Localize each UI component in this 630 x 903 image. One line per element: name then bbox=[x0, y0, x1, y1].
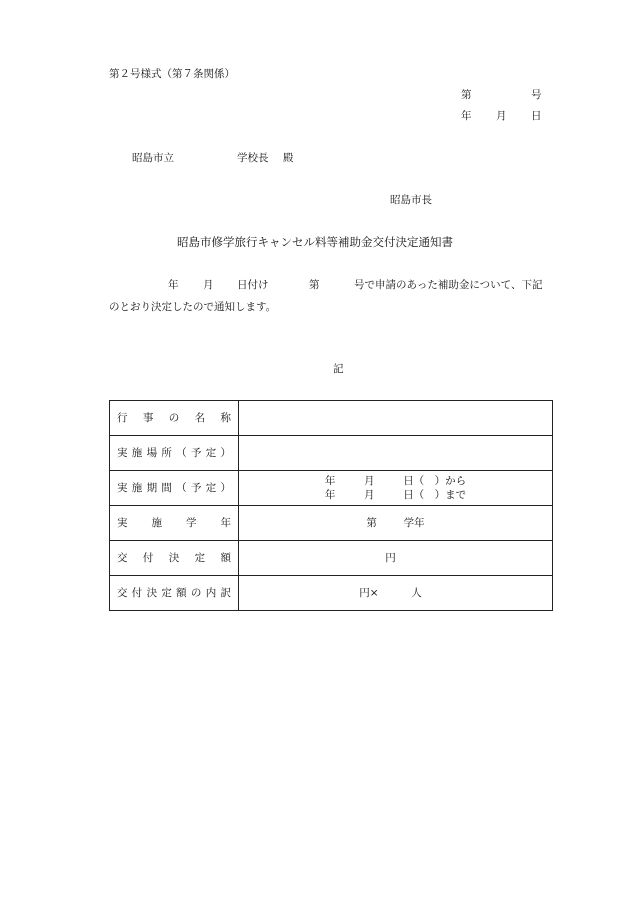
addressee-city: 昭島市立 bbox=[132, 152, 174, 164]
row-breakdown bbox=[110, 576, 553, 611]
row-period bbox=[110, 471, 553, 506]
label-char: （ bbox=[176, 447, 187, 459]
form-number: 第２号様式（第７条関係） bbox=[109, 68, 235, 80]
label-char: 間 bbox=[161, 482, 172, 494]
label-char: 定 bbox=[205, 447, 217, 459]
label-char: 定 bbox=[205, 482, 217, 494]
label-char: 所 bbox=[161, 447, 172, 459]
label-char: 予 bbox=[190, 447, 202, 459]
label-char: 施 bbox=[131, 447, 143, 459]
breakdown-people: 人 bbox=[411, 587, 422, 599]
row-event-name bbox=[110, 401, 553, 436]
value-location[interactable] bbox=[239, 436, 553, 471]
label-char: 実 bbox=[117, 482, 128, 494]
label-char: 実 bbox=[117, 517, 128, 529]
label-char: 行 bbox=[117, 412, 128, 424]
period-to-year: 年 bbox=[324, 489, 336, 501]
label-char: ） bbox=[220, 482, 231, 494]
label-char: の bbox=[190, 587, 202, 599]
label-char: 事 bbox=[142, 412, 154, 424]
body-day: 日付け bbox=[237, 279, 269, 291]
grade-prefix: 第 bbox=[366, 517, 377, 529]
label-char: 決 bbox=[146, 587, 158, 599]
page-title: 昭島市修学旅行キャンセル料等補助金交付決定通知書 bbox=[177, 235, 453, 249]
period-to bbox=[325, 488, 466, 502]
label-char: の bbox=[168, 412, 180, 424]
date-month: 月 bbox=[496, 110, 507, 122]
value-amount[interactable] bbox=[239, 541, 553, 576]
label-event-name bbox=[110, 401, 239, 436]
period-from-year: 年 bbox=[324, 475, 336, 487]
body-text: 号で申請のあった補助金について、下記 bbox=[354, 279, 543, 291]
body-no-prefix: 第 bbox=[309, 279, 320, 291]
label-char: 交 bbox=[117, 552, 128, 564]
label-location bbox=[110, 436, 239, 471]
label-char: 施 bbox=[151, 517, 162, 529]
value-event-name[interactable] bbox=[239, 401, 553, 436]
date-day: 日 bbox=[531, 110, 542, 122]
label-char: 期 bbox=[146, 482, 158, 494]
label-char: 付 bbox=[131, 587, 143, 599]
date-year: 年 bbox=[461, 110, 472, 122]
label-grade bbox=[110, 506, 239, 541]
label-char: 決 bbox=[168, 552, 180, 564]
label-char: 定 bbox=[194, 552, 206, 564]
label-char: 予 bbox=[190, 482, 202, 494]
label-char: ） bbox=[220, 447, 231, 459]
label-char: 施 bbox=[131, 482, 143, 494]
label-char: 付 bbox=[142, 552, 154, 564]
issuer: 昭島市長 bbox=[390, 194, 432, 206]
label-char: 内 bbox=[205, 587, 217, 599]
label-period bbox=[110, 471, 239, 506]
label-char: 実 bbox=[117, 447, 128, 459]
label-char: 定 bbox=[161, 587, 172, 599]
label-char: 額 bbox=[176, 587, 187, 599]
label-char: 名 bbox=[194, 412, 206, 424]
doc-number-prefix: 第 bbox=[461, 89, 472, 101]
ki-marker: 記 bbox=[333, 363, 344, 375]
label-char: 額 bbox=[220, 552, 231, 564]
body-month: 月 bbox=[203, 279, 214, 291]
label-char: 訳 bbox=[220, 587, 231, 599]
addressee-honorific: 殿 bbox=[283, 152, 294, 164]
row-grade bbox=[110, 506, 553, 541]
addressee-principal: 学校長 bbox=[237, 152, 269, 164]
label-amount bbox=[110, 541, 239, 576]
label-char: 年 bbox=[220, 517, 231, 529]
body-text-line2: のとおり決定したので通知します。 bbox=[109, 301, 277, 313]
label-breakdown bbox=[110, 576, 239, 611]
value-breakdown[interactable] bbox=[239, 576, 553, 611]
label-char: （ bbox=[176, 482, 187, 494]
grade-suffix: 学年 bbox=[403, 517, 425, 529]
period-from-month: 月 bbox=[364, 475, 375, 487]
row-location bbox=[110, 436, 553, 471]
body-year: 年 bbox=[168, 279, 179, 291]
period-to-day: 日（ ）まで bbox=[403, 489, 467, 501]
breakdown-yen: 円× bbox=[359, 587, 379, 599]
period-from bbox=[325, 474, 466, 488]
label-char: 交 bbox=[117, 587, 128, 599]
value-grade[interactable] bbox=[239, 506, 553, 541]
doc-number-suffix: 号 bbox=[531, 89, 542, 101]
amount-unit: 円 bbox=[385, 552, 396, 564]
label-char: 場 bbox=[146, 447, 158, 459]
row-amount bbox=[110, 541, 553, 576]
period-to-month: 月 bbox=[364, 489, 375, 501]
label-char: 称 bbox=[220, 412, 231, 424]
period-from-day: 日（ ）から bbox=[403, 475, 467, 487]
details-table bbox=[109, 400, 553, 611]
label-char: 学 bbox=[186, 517, 197, 529]
value-period[interactable] bbox=[239, 471, 553, 506]
